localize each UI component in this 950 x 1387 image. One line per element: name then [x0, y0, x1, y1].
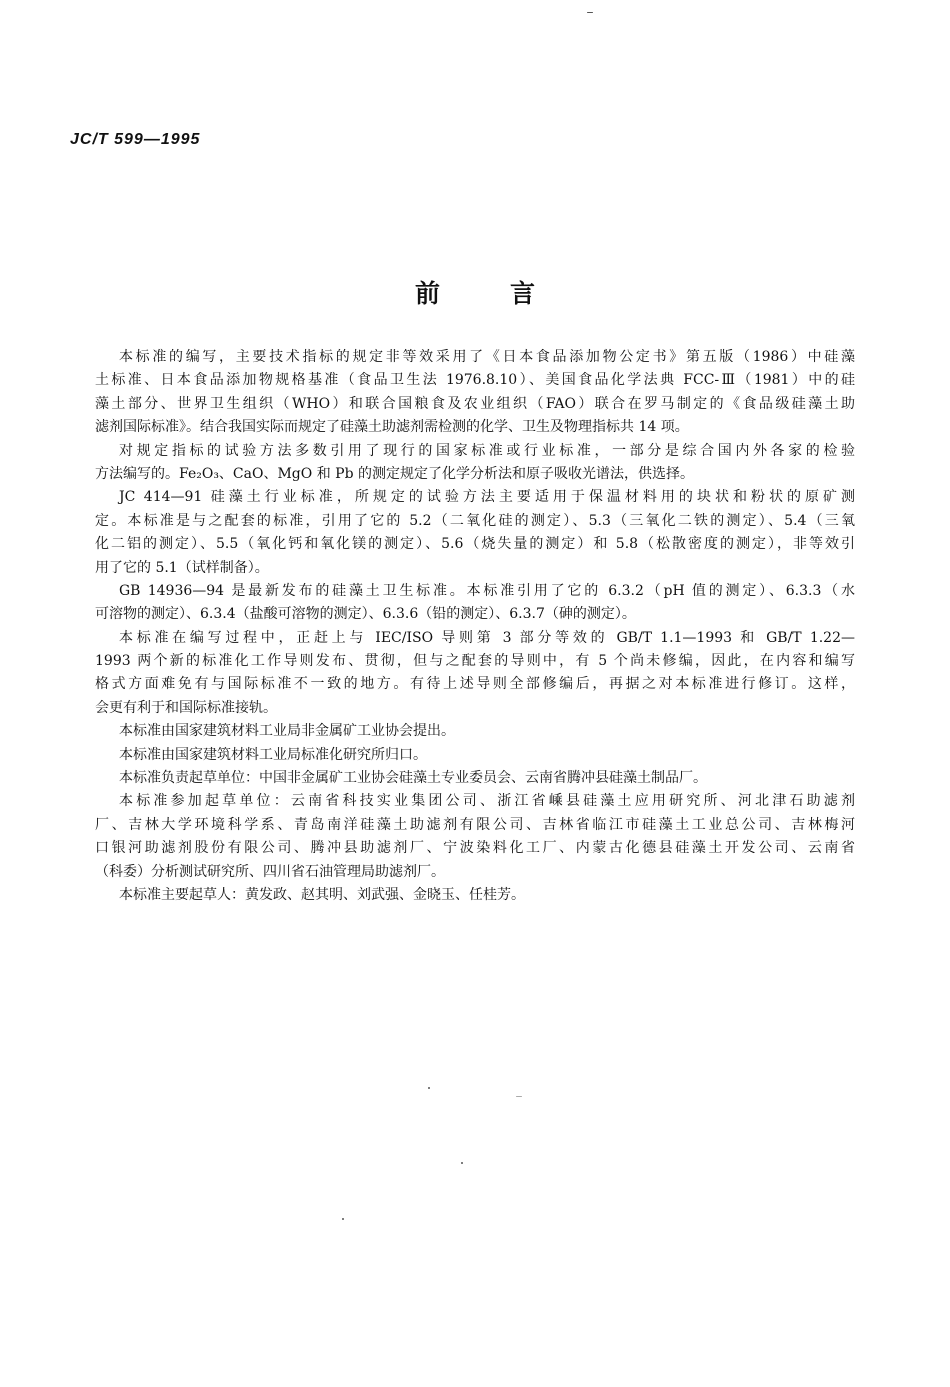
scan-speck — [342, 1218, 344, 1220]
text-line: JC 414—91 硅藻土行业标准，所规定的试验方法主要适用于保温材料用的块状和粉状的原矿测 — [119, 489, 855, 506]
paragraph — [95, 580, 855, 627]
foreword-body — [95, 346, 855, 907]
scan-speck — [516, 1096, 522, 1097]
text-line: 本标准的编写，主要技术指标的规定非等效采用了《日本食品添加物公定书》第五版（1986）中硅藻 — [119, 349, 855, 365]
text-line: 用了它的 5.1（试样制备）。 — [95, 559, 269, 576]
scan-speck — [461, 1162, 463, 1164]
text-line: GB 14936—94 是最新发布的硅藻土卫生标准。本标准引用了它的 6.3.2（pH 值的测定）、6.3.3（水 — [119, 582, 855, 599]
paragraph — [95, 440, 855, 487]
paragraph — [95, 790, 855, 884]
text-line: （科委）分析测试研究所、四川省石油管理局助滤剂厂。 — [95, 863, 445, 880]
scan-speck — [587, 12, 593, 13]
text-line: 滤剂国际标准》。结合我国实际而规定了硅藻土助滤剂需检测的化学、卫生及物理指标共 14 项。 — [95, 419, 689, 436]
text-line: 本标准由国家建筑材料工业局非金属矿工业协会提出。 — [119, 723, 455, 740]
text-line: 化二铝的测定）、5.5（氧化钙和氧化镁的测定）、5.6（烧失量的测定）和 5.8（松散密度的测定），非等效引 — [95, 536, 855, 553]
text-line: 本标准主要起草人：黄发政、赵其明、刘武强、金晓玉、任桂芳。 — [119, 886, 525, 903]
title-char: 言 — [510, 279, 536, 308]
scan-speck — [428, 1087, 430, 1089]
text-line: 口银河助滤剂股份有限公司、腾冲县助滤剂厂、宁波染料化工厂、内蒙古化德县硅藻土开发公司、云南省 — [95, 840, 855, 857]
text-line: 1993 两个新的标准化工作导则发布、贯彻，但与之配套的导则中，有 5 个尚未修编，因此，在内容和编写 — [95, 653, 855, 670]
text-line: 本标准在编写过程中，正赶上与 IEC/ISO 导则第 3 部分等效的 GB/T 1.1—1993 和 GB/T 1.22— — [119, 629, 855, 646]
text-line: 对规定指标的试验方法多数引用了现行的国家标准或行业标准，一部分是综合国内外各家的检验 — [119, 442, 855, 459]
text-line: 定。本标准是与之配套的标准，引用了它的 5.2（二氧化硅的测定）、5.3（三氧化二铁的测定）、5.4（三氧 — [95, 512, 855, 529]
text-line: 本标准参加起草单位：云南省科技实业集团公司、浙江省嵊县硅藻土应用研究所、河北津石助滤剂 — [119, 793, 855, 810]
paragraph — [95, 767, 855, 790]
page-title — [0, 274, 950, 310]
text-line: 本标准由国家建筑材料工业局标准化研究所归口。 — [119, 746, 427, 763]
paragraph — [95, 346, 855, 440]
text-line: 土标准、日本食品添加物规格基准（食品卫生法 1976.8.10）、美国食品化学法典 FCC-Ⅲ（1981）中的硅 — [95, 372, 855, 389]
paragraph — [95, 627, 855, 721]
paragraph — [95, 744, 855, 767]
text-line: 格式方面难免有与国际标准不一致的地方。有待上述导则全部修编后，再据之对本标准进行修订。这样， — [95, 676, 855, 693]
text-line: 藻土部分、世界卫生组织（WHO）和联合国粮食及农业组织（FAO）联合在罗马制定的《食品级硅藻土助 — [95, 395, 855, 412]
text-line: 本标准负责起草单位：中国非金属矿工业协会硅藻土专业委员会、云南省腾冲县硅藻土制品厂。 — [119, 770, 707, 787]
paragraph — [95, 720, 855, 743]
text-line: 可溶物的测定）、6.3.4（盐酸可溶物的测定）、6.3.6（铅的测定）、6.3.7（砷的测定）。 — [95, 606, 636, 623]
title-char: 前 — [414, 279, 440, 308]
paragraph — [95, 486, 855, 580]
text-line: 会更有利于和国际标准接轨。 — [95, 699, 277, 716]
text-line: 方法编写的。Fe₂O₃、CaO、MgO 和 Pb 的测定规定了化学分析法和原子吸收光谱法，供选择。 — [95, 465, 694, 482]
text-line: 厂、吉林大学环境科学系、青岛南洋硅藻土助滤剂有限公司、吉林省临江市硅藻土工业总公司、吉林梅河 — [95, 816, 855, 833]
standard-number: JC/T 599—1995 — [70, 131, 201, 148]
paragraph — [95, 884, 855, 907]
